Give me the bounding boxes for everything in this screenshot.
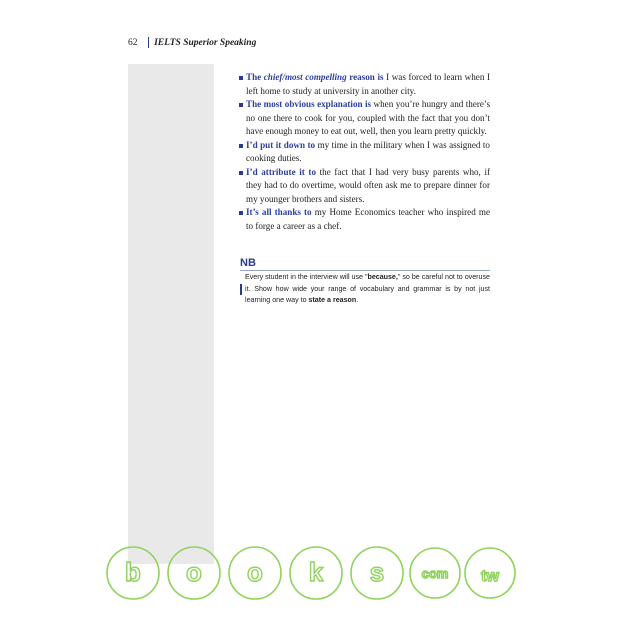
watermark-letter: com bbox=[421, 566, 449, 581]
bullet-item bbox=[240, 98, 490, 139]
page-header bbox=[128, 37, 256, 48]
nb-text-1: Every student in the interview will use " bbox=[245, 273, 368, 281]
watermark-circle bbox=[351, 547, 403, 599]
bullet-item bbox=[240, 139, 490, 166]
book-title: IELTS Superior Speaking bbox=[154, 37, 257, 48]
bullet-text: my time in the military when I was assigned to cooking duties. bbox=[246, 139, 490, 163]
bullet-text: when you’re hungry and there’s no one there to cook for you, coupled with the fact that you don’t have enough money to eat out, well, then you learn pretty quickly. bbox=[246, 99, 490, 136]
watermark-circle bbox=[168, 547, 220, 599]
page-number: 62 bbox=[128, 37, 138, 48]
bullet-phrase: It’s all thanks to bbox=[246, 207, 312, 217]
bookscom-watermark bbox=[105, 544, 525, 604]
bullet-phrase: chief/most compelling bbox=[263, 72, 347, 82]
bullet-phrase: reason is bbox=[346, 72, 384, 82]
nb-title: NB bbox=[240, 257, 490, 271]
watermark-letter: o bbox=[186, 557, 202, 587]
bullet-item bbox=[240, 71, 490, 98]
bullet-square-icon bbox=[239, 211, 243, 215]
watermark-letter: b bbox=[125, 557, 141, 587]
nb-bold-state-reason: state a reason bbox=[308, 296, 357, 304]
watermark-circle bbox=[229, 547, 281, 599]
bullet-phrase: The bbox=[246, 72, 264, 82]
header-divider-bar bbox=[148, 37, 150, 48]
watermark-circle bbox=[290, 547, 342, 599]
bullet-square-icon bbox=[239, 171, 243, 175]
watermark-circle bbox=[465, 548, 515, 598]
margin-column bbox=[128, 64, 214, 564]
nb-bold-because: because, bbox=[367, 273, 398, 281]
bullet-text: the fact that I had very busy parents who, if they had to do overtime, would often ask me to prepare dinner for my younger brothers and sisters. bbox=[246, 166, 490, 204]
nb-body bbox=[240, 272, 490, 307]
nb-text-3: . bbox=[356, 296, 359, 304]
watermark-circle bbox=[107, 547, 159, 599]
bullet-phrase: The most obvious explanation is bbox=[246, 99, 372, 109]
reason-phrases-list bbox=[240, 71, 490, 233]
nb-accent-bar bbox=[240, 284, 242, 295]
bullet-phrase: I’d attribute it to bbox=[246, 166, 317, 177]
nb-note bbox=[240, 257, 490, 307]
bullet-item bbox=[240, 206, 490, 233]
bullet-item bbox=[240, 166, 490, 207]
watermark-letter: s bbox=[369, 557, 385, 587]
bullet-phrase: I’d put it down to bbox=[246, 139, 316, 150]
bullet-text: I was forced to learn when I left home to study at university in another city. bbox=[246, 72, 490, 96]
bullet-square-icon bbox=[239, 103, 243, 107]
watermark-letter: o bbox=[247, 557, 263, 587]
nb-text-2: " so be careful not to overuse it. Show how wide your range of vocabulary and grammar is by not just learning one way to bbox=[245, 273, 490, 304]
watermark-circle bbox=[410, 548, 460, 598]
watermark-letter: tw bbox=[481, 568, 499, 585]
bullet-square-icon bbox=[239, 76, 243, 80]
bullet-text: my Home Economics teacher who inspired me to forge a career as a chef. bbox=[246, 207, 490, 231]
bullet-square-icon bbox=[239, 144, 243, 148]
watermark-letter: k bbox=[308, 557, 324, 587]
